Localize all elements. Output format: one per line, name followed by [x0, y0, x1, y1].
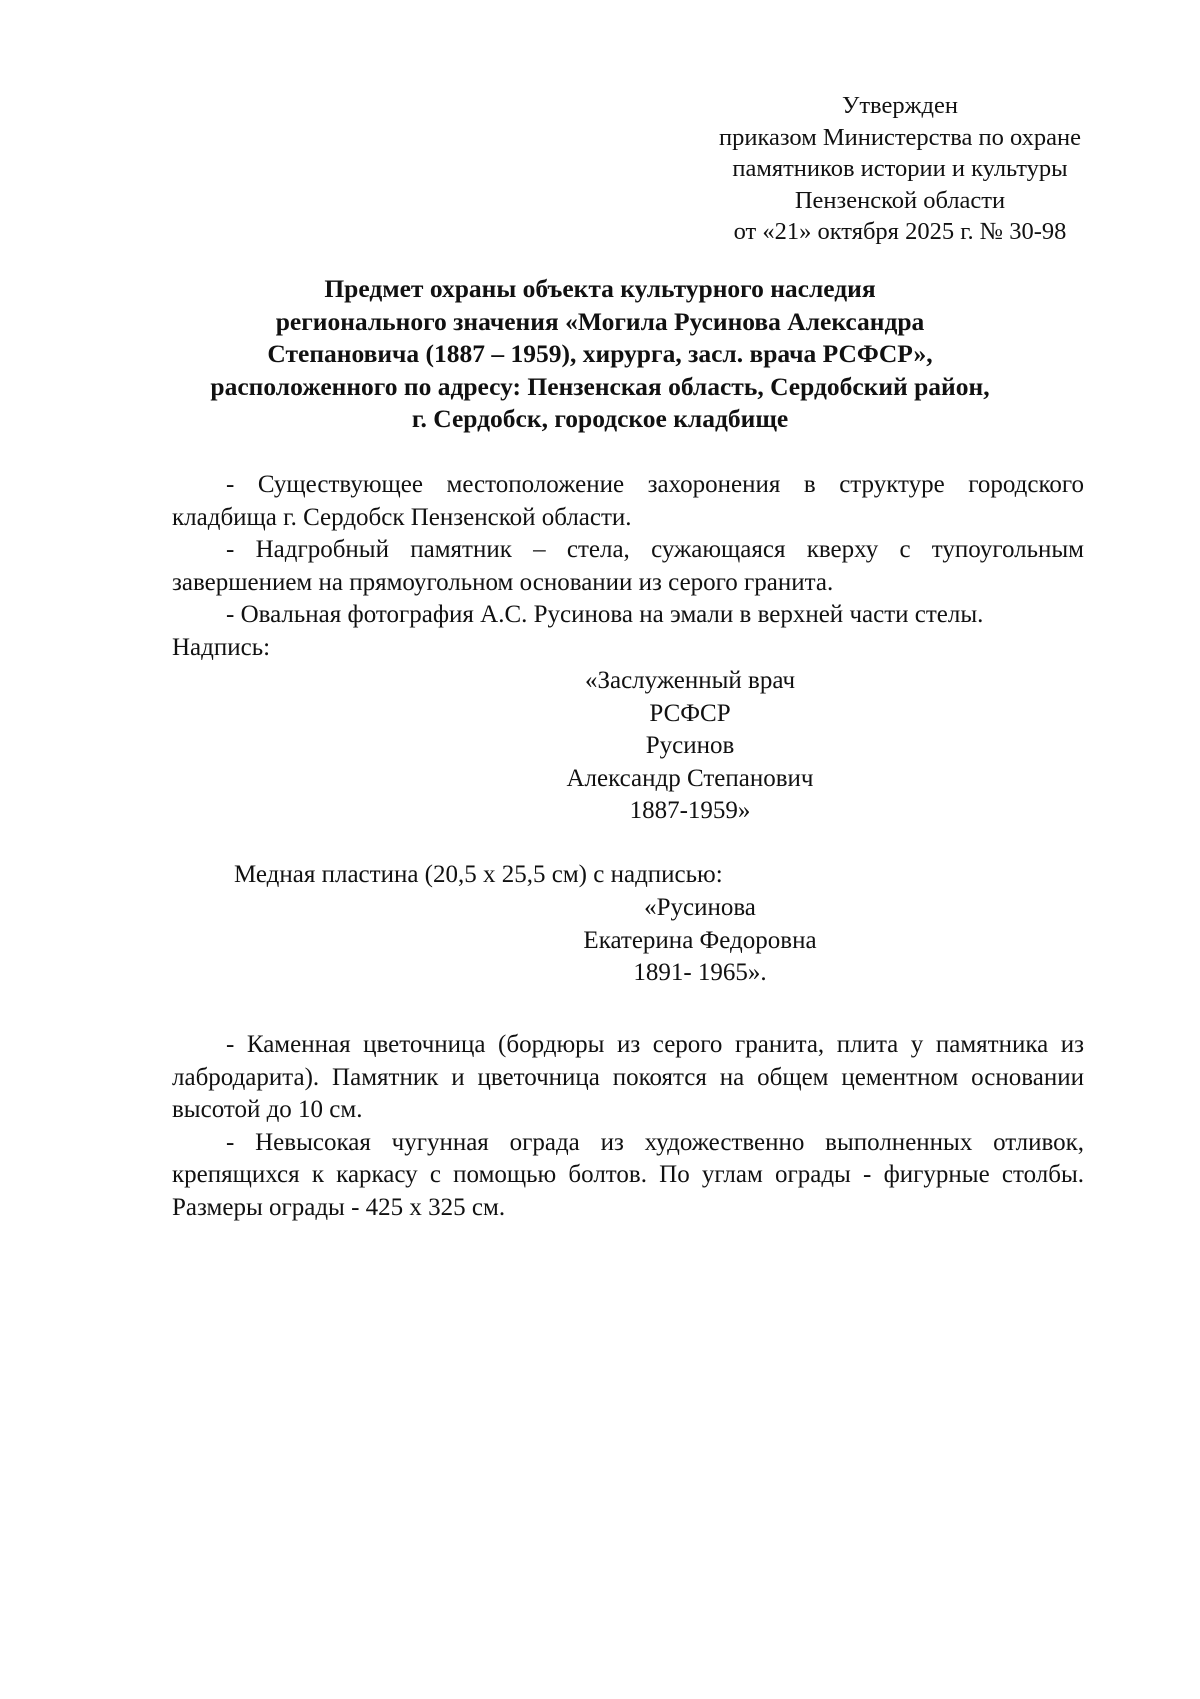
- title-line-2: регионального значения «Могила Русинова Александра: [275, 306, 925, 336]
- plate-inscription-line: 1891- 1965».: [633, 959, 767, 986]
- item-monument: - Надгробный памятник – стела, сужающаяся кверху с тупоугольным завершением на прямоугольном основании из серого гранита.: [172, 536, 1084, 596]
- stele-inscription: [470, 665, 910, 828]
- item-photo: - Овальная фотография А.С. Русинова на эмали в верхней части стелы.: [226, 601, 984, 628]
- item-location: - Существующее местоположение захоронения в структуре городского кладбища г. Сердобск Пензенской области.: [172, 471, 1084, 531]
- copper-plate-caption: Медная пластина (20,5 х 25,5 см) с надписью:: [234, 861, 723, 888]
- stele-inscription-line: Александр Степанович: [566, 764, 814, 792]
- approval-stamp-block: [690, 90, 1110, 248]
- item-fence: - Невысокая чугунная ограда из художественно выполненных отливок, крепящихся к каркасу с помощью болтов. По углам ограды - фигурные столбы. Размеры ограды - 425 х 325 см.: [172, 1128, 1084, 1221]
- approval-line-region: Пензенской области: [794, 186, 1006, 214]
- item-flowerbed: - Каменная цветочница (бордюры из серого гранита, плита у памятника из лабродарита). Памятник и цветочница покоятся на общем цементном основании высотой до 10 см.: [172, 1031, 1084, 1123]
- document-title: [140, 273, 1060, 436]
- title-line-1: Предмет охраны объекта культурного наследия: [324, 274, 876, 303]
- copper-plate-inscription: [480, 892, 920, 990]
- protection-items-list-continued: [172, 1029, 1084, 1224]
- title-line-3: Степановича (1887 – 1959), хирурга, засл. врача РСФСР»,: [267, 339, 933, 368]
- stele-inscription-line: Русинов: [645, 732, 735, 759]
- approval-line-approved: Утвержден: [842, 92, 958, 119]
- plate-inscription-line: «Русинова: [644, 894, 756, 921]
- approval-line-ministry: памятников истории и культуры: [732, 155, 1068, 182]
- plate-inscription-line: Екатерина Федоровна: [583, 926, 817, 954]
- approval-line-date-number: от «21» октября 2025 г. № 30-98: [733, 218, 1067, 245]
- approval-line-order: приказом Министерства по охране: [719, 123, 1081, 151]
- stele-inscription-line: «Заслуженный врач: [584, 667, 796, 694]
- stele-inscription-line: 1887-1959»: [629, 797, 751, 824]
- protection-items-list: [172, 469, 1084, 664]
- stele-inscription-line: РСФСР: [649, 699, 731, 727]
- title-line-4: расположенного по адресу: Пензенская область, Сердобский район,: [210, 371, 990, 401]
- title-line-5: г. Сердобск, городское кладбище: [411, 404, 789, 433]
- inscription-label: Надпись:: [172, 633, 271, 661]
